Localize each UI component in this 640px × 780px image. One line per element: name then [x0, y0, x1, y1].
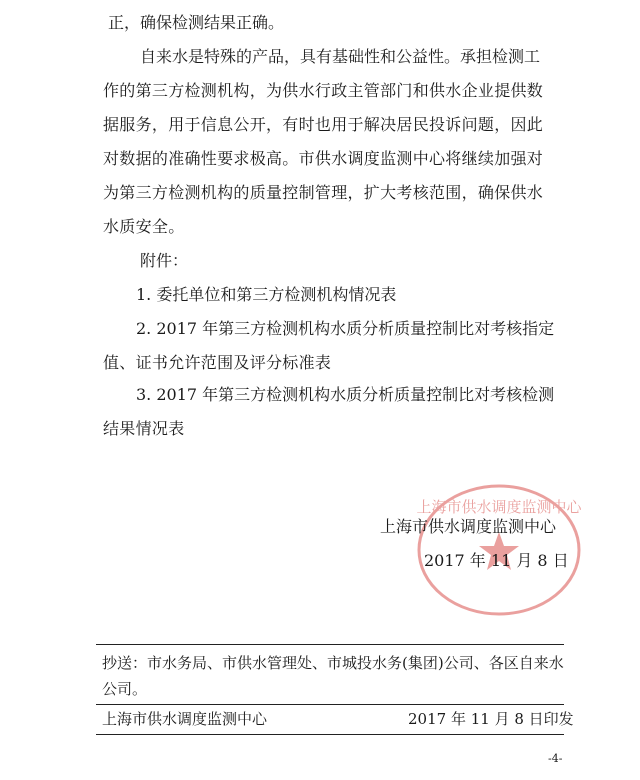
- attachment-item-2-cont: 值、证书允许范围及评分标准表: [103, 353, 332, 372]
- page-number: -4-: [548, 752, 563, 765]
- svg-text:上海市供水调度监测中心: 上海市供水调度监测中心: [416, 498, 582, 516]
- signature-date: 2017 年 11 月 8 日: [424, 551, 569, 570]
- attachments-label: 附件：: [140, 251, 189, 270]
- paragraph-line: 为第三方检测机构的质量控制管理，扩大考核范围，确保供水: [103, 183, 544, 202]
- issue-date: 2017 年 11 月 8 日印发: [408, 710, 574, 728]
- paragraph-line: 水质安全。: [103, 217, 185, 236]
- cc-line: 抄送：市水务局、市供水管理处、市城投水务(集团)公司、各区自来水: [102, 654, 564, 672]
- paragraph-line: 据服务，用于信息公开，有时也用于解决居民投诉问题，因此: [103, 115, 544, 134]
- body-line-continuation: 正，确保检测结果正确。: [108, 13, 285, 32]
- attachment-item-3: 3. 2017 年第三方检测机构水质分析质量控制比对考核检测: [136, 385, 555, 404]
- attachment-item-3-cont: 结果情况表: [103, 419, 185, 438]
- paragraph-line: 自来水是特殊的产品，具有基础性和公益性。承担检测工: [140, 47, 541, 66]
- attachment-item-2: 2. 2017 年第三方检测机构水质分析质量控制比对考核指定: [136, 319, 555, 338]
- footer-top-rule: [96, 644, 564, 645]
- cc-line-cont: 公司。: [102, 680, 148, 698]
- footer-bottom-rule: [96, 734, 564, 735]
- footer-middle-rule: [96, 704, 564, 705]
- paragraph-line: 作的第三方检测机构，为供水行政主管部门和供水企业提供数: [103, 81, 544, 100]
- signature-organization: 上海市供水调度监测中心: [380, 517, 557, 536]
- issuer-name: 上海市供水调度监测中心: [102, 710, 268, 728]
- attachment-item-1: 1. 委托单位和第三方检测机构情况表: [136, 285, 397, 304]
- paragraph-line: 对数据的准确性要求极高。市供水调度监测中心将继续加强对: [103, 149, 544, 168]
